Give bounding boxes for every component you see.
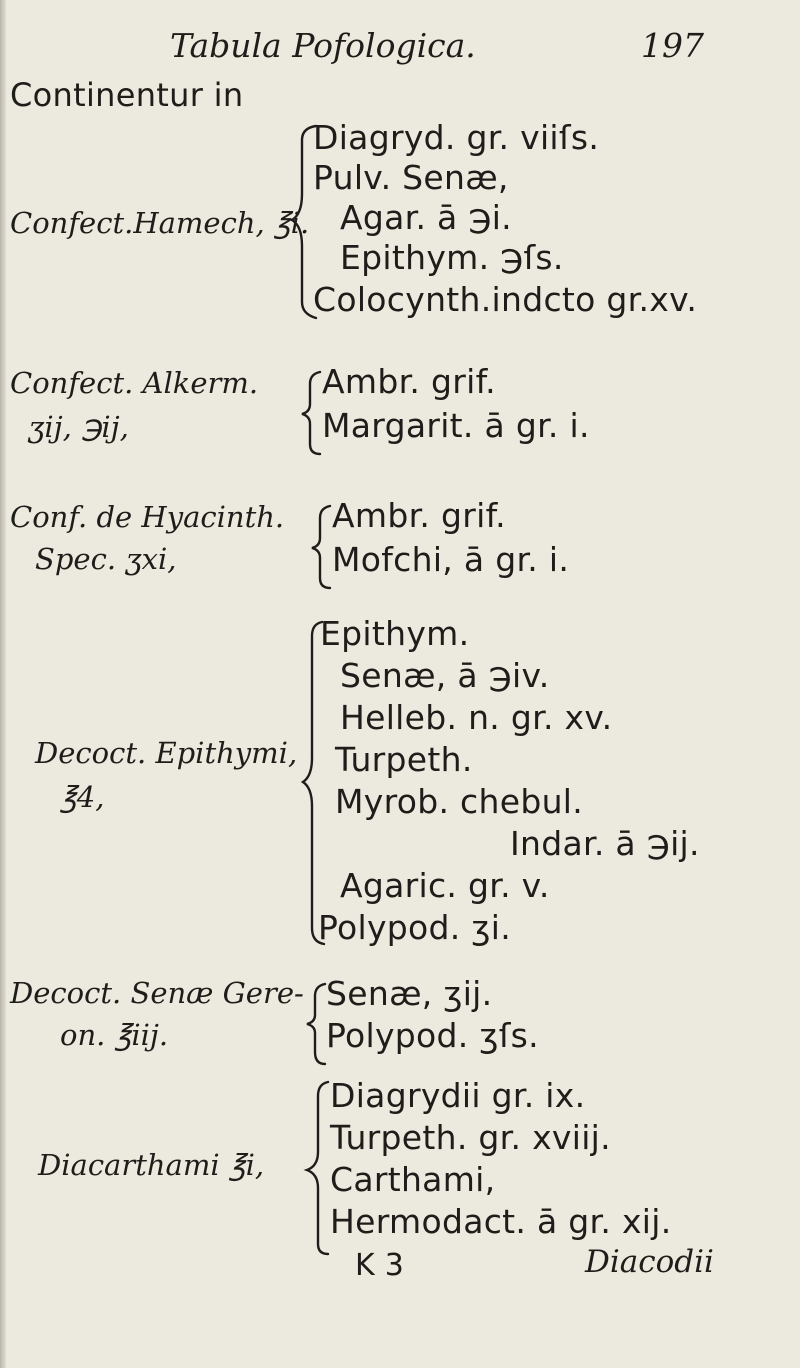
ingredient: Myrob. chebul. — [335, 782, 584, 821]
ingredient: Helleb. n. gr. xv. — [340, 698, 613, 737]
ingredient: Senæ, ā ℈iv. — [340, 656, 550, 695]
ingredient: Indar. ā ℈ij. — [510, 824, 700, 863]
running-title: Tabula Pofologica. — [170, 26, 476, 65]
ingredient: Colocynth.indcto gr.xv. — [313, 280, 698, 319]
entry-label-dose: on. ℥iij. — [60, 1018, 169, 1052]
page-number: 197 — [641, 26, 704, 65]
entry-label-dose: ʒij, ℈ij, — [28, 410, 129, 444]
catchword: Diacodii — [585, 1244, 714, 1280]
lead-line: Continentur in — [10, 76, 244, 114]
ingredient: Carthami, — [330, 1160, 496, 1199]
ingredient: Diagrydii gr. ix. — [330, 1076, 586, 1115]
ingredient: Epithym. — [320, 614, 470, 653]
ingredient: Margarit. ā gr. i. — [322, 406, 590, 445]
ingredient: Mofchi, ā gr. i. — [332, 540, 570, 579]
ingredient: Turpeth. gr. xviij. — [330, 1118, 611, 1157]
ingredient: Agaric. gr. v. — [340, 866, 550, 905]
ingredient: Ambr. grif. — [332, 496, 506, 535]
entry-label-confect-alkerm: Confect. Alkerm. — [10, 366, 259, 400]
entry-label-decoct-epithymi: Decoct. Epithymi, — [35, 736, 298, 770]
ingredient: Polypod. ʒi. — [318, 908, 511, 947]
entry-label-decoct-senae-gereon: Decoct. Senæ Gere- — [10, 976, 304, 1010]
brace-entry-4 — [300, 618, 340, 950]
entry-label-dose: ℥4, — [60, 780, 105, 814]
ingredient: Ambr. grif. — [322, 362, 496, 401]
ingredient: Hermodact. ā gr. xij. — [330, 1202, 672, 1241]
ingredient: Agar. ā ℈i. — [340, 198, 512, 237]
entry-label-conf-hyacinth: Conf. de Hyacinth. — [10, 500, 285, 534]
ingredient: Pulv. Senæ, — [313, 158, 509, 197]
ingredient: Senæ, ʒij. — [326, 974, 493, 1013]
page-edge-shadow — [0, 0, 6, 1368]
ingredient: Polypod. ʒſs. — [326, 1016, 539, 1055]
ingredient: Epithym. ℈ſs. — [340, 238, 564, 277]
ingredient: Turpeth. — [335, 740, 473, 779]
entry-label-confect-hamech: Confect.Hamech, ℥i. — [10, 206, 310, 240]
entry-label-dose: Spec. ʒxi, — [35, 542, 177, 576]
entry-label-diacarthami: Diacarthami ℥i, — [38, 1148, 265, 1182]
signature-mark: K 3 — [355, 1248, 405, 1283]
ingredient: Diagryd. gr. viiſs. — [313, 118, 600, 157]
